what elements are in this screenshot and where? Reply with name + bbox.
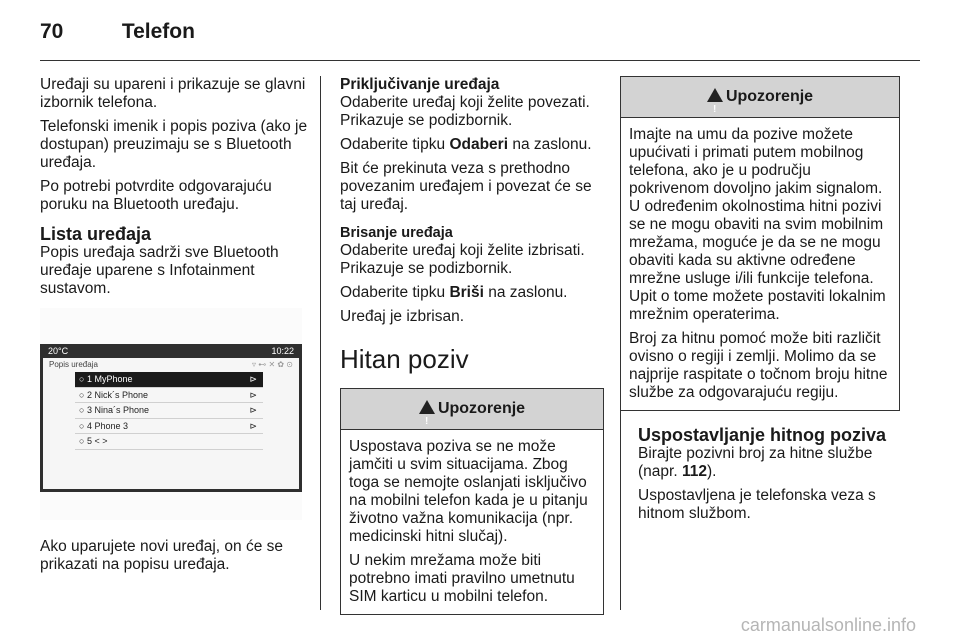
screen-title-bar [43, 358, 299, 371]
section-heading: Hitan poziv [340, 344, 469, 374]
paragraph: Odaberite uređaj koji želite povezati. Prikazuje se podizbornik. [340, 94, 590, 129]
paragraph: Uspostavljena je telefonska veza s hitnom službom. [638, 487, 876, 522]
warning-body [341, 430, 603, 614]
paragraph: Odaberite tipku Briši na zaslonu. [340, 284, 568, 301]
paragraph: Po potrebi potvrdite odgovarajuću poruku na Bluetooth uređaju. [40, 178, 272, 213]
device-list-item[interactable]: ○ 2 Nick´s Phone ⊳ [75, 388, 263, 404]
page-title: Telefon [121, 20, 195, 43]
paragraph: Broj za hitnu pomoć može biti različit ovisno o regiji i zemlji. Molimo da se najprije raspitate o točnom broju hitne službe za odgovarajuću regiju. [629, 330, 888, 401]
device-screen [40, 344, 302, 492]
paragraph: Uređaj je izbrisan. [340, 308, 465, 325]
warning-box [620, 76, 900, 411]
warning-body [621, 118, 899, 410]
paragraph: Odaberite uređaj koji želite izbrisati. Prikazuje se podizbornik. [340, 242, 585, 277]
device-list-item[interactable]: ○ 4 Phone 3 ⊳ [75, 419, 263, 435]
status-icons: ▿ ⊷ ✕ ✿ ⊙ [251, 360, 293, 369]
screen-body [43, 358, 299, 489]
warning-icon [419, 400, 435, 414]
paragraph: Popis uređaja sadrži sve Bluetooth uređaje uparene s Infotainment sustavom. [40, 244, 279, 297]
device-list-item[interactable]: ○ 3 Nina´s Phone ⊳ [75, 403, 263, 419]
paragraph: Uređaji su upareni i prikazuje se glavni izbornik telefona. [40, 76, 306, 111]
section-heading: Uspostavljanje hitnog poziva [638, 425, 887, 445]
warning-box [340, 388, 604, 615]
warning-header: !Upozorenje [621, 77, 899, 118]
device-list [75, 372, 263, 450]
column-divider-1 [320, 76, 321, 610]
infotainment-screenshot [40, 308, 302, 520]
column-2 [340, 76, 604, 615]
temperature: 20°C [48, 346, 69, 356]
device-list-item[interactable]: ○ 5 < > [75, 434, 263, 450]
paragraph: Uspostava poziva se ne može jamčiti u svim situacijama. Zbog toga se nemojte oslanjati isključivo na mobilni telefon kada je u pitanju životno važna komunikacija (npr. medicinski hitni slučaj). [349, 438, 588, 545]
column-3 [620, 76, 900, 529]
column-1-bottom [40, 538, 308, 580]
warning-header: !Upozorenje [341, 389, 603, 430]
page-header [40, 20, 195, 44]
device-list-item[interactable]: ○ 1 MyPhone ⊳ [75, 372, 263, 388]
paragraph: U nekim mrežama može biti potrebno imati pravilno umetnutu SIM karticu u mobilni telefon. [349, 552, 575, 605]
section-heading: Lista uređaja [40, 224, 152, 244]
paragraph: Ako uparujete novi uređaj, on će se prikazati na popisu uređaja. [40, 538, 283, 573]
screen-title: Popis uređaja [49, 360, 98, 369]
warning-icon [707, 88, 723, 102]
subheading: Brisanje uređaja [340, 225, 453, 241]
page-number: 70 [40, 20, 64, 43]
paragraph: Telefonski imenik i popis poziva (ako je dostupan) preuzimaju se s Bluetooth uređaja. [40, 118, 308, 171]
clock: 10:22 [271, 346, 294, 356]
watermark: carmanualsonline.info [740, 615, 916, 635]
status-bar [40, 344, 302, 358]
column-1 [40, 76, 308, 304]
header-rule [40, 60, 920, 61]
paragraph: Birajte pozivni broj za hitne službe (napr. 112). [638, 445, 873, 480]
paragraph: Odaberite tipku Odaberi na zaslonu. [340, 136, 592, 153]
paragraph: Bit će prekinuta veza s prethodno povezanim uređajem i povezat će se taj uređaj. [340, 160, 592, 213]
subheading: Priključivanje uređaja [340, 76, 500, 93]
paragraph: Imajte na umu da pozive možete upućivati i primati putem mobilnog telefona, ako je u području pokrivenom dovoljno jakim signalom. U određenim okolnostima hitni pozivi se ne mogu obaviti na svim mobilnim mrežama, moguće je da se ne mogu obaviti kada su aktivne određene mrežne usluge i/ili funkcije telefona. Upit o tome možete postaviti lokalnim mrežnim operaterima. [629, 126, 886, 323]
